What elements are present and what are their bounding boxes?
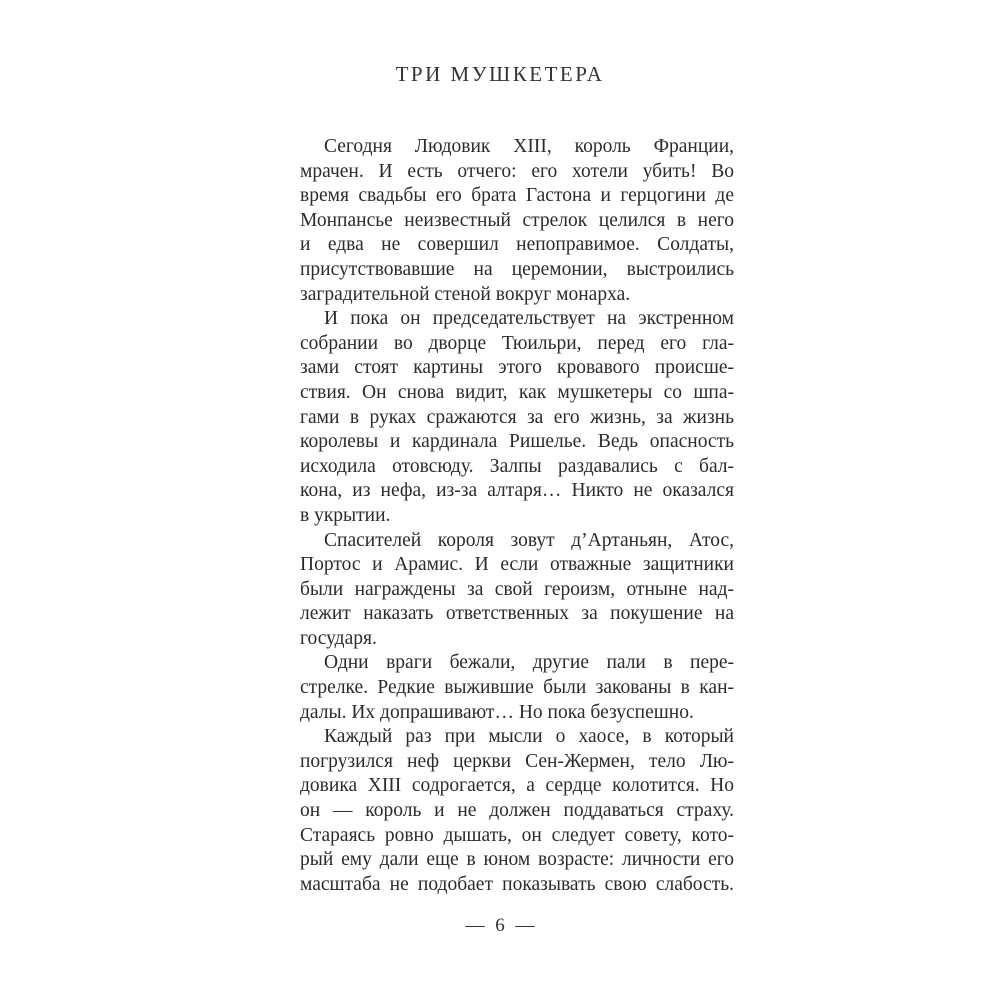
text-line: и едва не совершил непоправимое. Солдаты, <box>300 234 734 256</box>
text-line: заградительной стеной вокруг монарха. <box>300 283 631 305</box>
text-line: Спасителей короля зовут д’Артаньян, Атос, <box>324 529 734 551</box>
text-line: Портос и Арамис. И если отважные защитники <box>300 554 734 576</box>
paragraph <box>300 307 734 528</box>
page-number: — 6 — <box>465 915 535 936</box>
text-line: государя. <box>300 627 377 649</box>
text-line: Каждый раз при мысли о хаосе, в который <box>324 726 734 748</box>
text-line: кона, из нефа, из-за алтаря… Никто не оказался <box>300 480 734 502</box>
paragraph <box>300 725 734 897</box>
text-line: довика XIII содрогается, а сердце колотится. Но <box>300 775 734 797</box>
text-line: исходила отовсюду. Залпы раздавались с бал- <box>300 455 734 477</box>
text-line: собрании во дворце Тюильри, перед его гла- <box>300 332 734 354</box>
text-line: в укрытии. <box>300 504 391 526</box>
text-line: Одни враги бежали, другие пали в пере- <box>324 652 734 674</box>
text-line: он — король и не должен поддаваться страху. <box>300 800 734 822</box>
text-line: стрелке. Редкие выжившие были закованы в кан- <box>300 677 734 699</box>
text-line: были награждены за свой героизм, отныне над- <box>300 578 734 600</box>
text-line: мрачен. И есть отчего: его хотели убить! Во <box>300 160 734 182</box>
text-line: присутствовавшие на церемонии, выстроились <box>300 258 734 280</box>
text-line: время свадьбы его брата Гастона и герцогини де <box>300 185 734 207</box>
paragraph <box>300 651 734 725</box>
text-line: И пока он председательствует на экстренном <box>324 308 734 330</box>
text-line: лежит наказать ответственных за покушение на <box>300 603 734 625</box>
text-line: погрузился неф церкви Сен-Жермен, тело Лю- <box>300 750 734 772</box>
text-line: масштаба не подобает показывать свою слабость. <box>300 873 734 895</box>
text-line: Монпансье неизвестный стрелок целился в него <box>300 209 734 231</box>
text-line: ствия. Он снова видит, как мушкетеры со шпа- <box>300 381 734 403</box>
paragraph <box>300 135 734 307</box>
body-text <box>300 135 734 897</box>
text-line: гами в руках сражаются за его жизнь, за жизнь <box>300 406 734 428</box>
paragraph <box>300 529 734 652</box>
text-line: зами стоят картины этого кровавого происше- <box>300 357 734 379</box>
text-line: рый ему дали еще в юном возрасте: личности его <box>300 849 734 871</box>
text-line: Стараясь ровно дышать, он следует совету, кото- <box>300 824 734 846</box>
running-head-title: ТРИ МУШКЕТЕРА <box>395 62 605 86</box>
text-line: Сегодня Людовик XIII, король Франции, <box>324 136 734 157</box>
text-line: далы. Их допрашивают… Но пока безуспешно. <box>300 701 694 723</box>
text-line: королевы и кардинала Ришелье. Ведь опасность <box>300 431 734 453</box>
